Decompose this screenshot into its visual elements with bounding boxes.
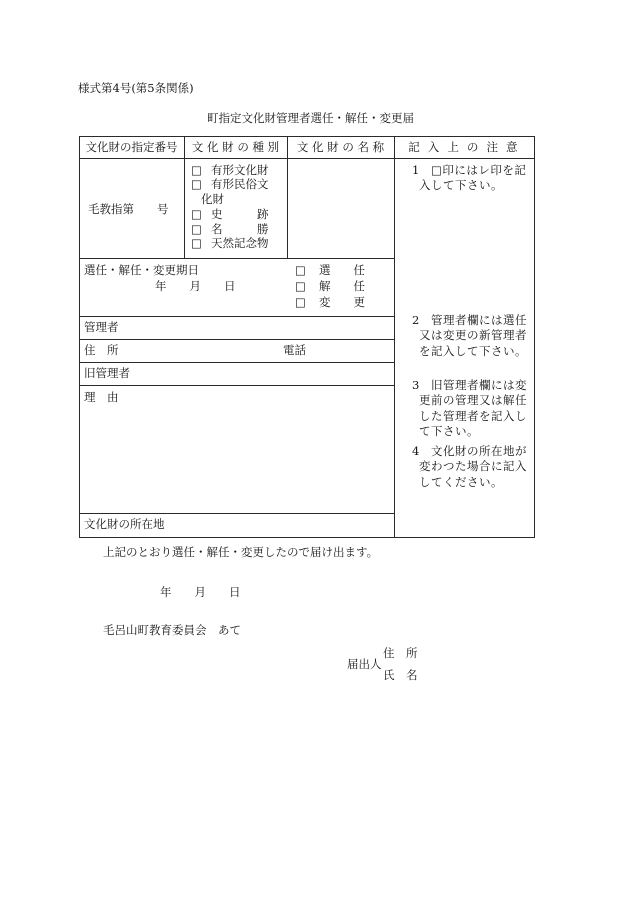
change-type-options	[295, 262, 365, 310]
header-notes: 記 入 上 の 注 意	[408, 139, 520, 154]
header-name: 文 化 財 の 名 称	[296, 139, 385, 154]
category-option-label-continuation: 化財	[201, 192, 224, 207]
table-rule	[79, 339, 395, 340]
change-type-option	[295, 262, 365, 278]
note-line: 又は変更の新管理者	[419, 328, 527, 342]
change-type-label: 解 任	[319, 279, 365, 293]
location-label: 文化財の所在地	[84, 516, 165, 531]
table-rule	[79, 362, 395, 363]
phone-label: 電話	[283, 342, 306, 357]
table-rule	[394, 136, 395, 538]
designation-number-value: 毛教指第 号	[88, 201, 169, 216]
applicant-name-label: 氏 名	[383, 667, 418, 682]
change-type-label: 変 更	[319, 295, 365, 309]
note-1	[412, 163, 526, 194]
note-number: 2	[412, 312, 420, 327]
note-line: した管理者を記入し	[419, 408, 527, 423]
category-option	[191, 207, 269, 222]
table-rule	[79, 158, 535, 159]
change-date-label: 選任・解任・変更期日	[84, 262, 199, 277]
category-option-label: 有形文化財	[211, 162, 269, 177]
note-line: 変わつた場合に記入	[419, 459, 527, 473]
checkbox-icon: □	[191, 177, 202, 192]
header-category: 文 化 財 の 種 別	[191, 139, 280, 154]
note-line: て下さい。	[419, 424, 479, 438]
table-rule	[79, 385, 395, 386]
category-option	[191, 222, 269, 237]
note-line: 管理者欄には選任	[431, 312, 527, 327]
note-line: 入して下さい。	[419, 178, 503, 192]
checkbox-icon: □	[191, 236, 202, 251]
category-option-label: 天然記念物	[211, 236, 269, 251]
declaration-text: 上記のとおり選任・解任・変更したので届け出ます。	[103, 544, 379, 559]
submission-date: 年 月 日	[160, 584, 241, 599]
change-type-label: 選 任	[319, 263, 365, 277]
note-line: 更前の管理又は解任	[419, 393, 527, 407]
change-type-option	[295, 294, 365, 310]
change-date-value: 年 月 日	[155, 278, 236, 293]
note-line: を記入して下さい。	[419, 343, 527, 358]
table-rule	[79, 316, 395, 317]
applicant-address-label: 住 所	[383, 645, 418, 660]
checkbox-icon: □	[295, 295, 306, 309]
checkbox-icon: □	[191, 162, 202, 177]
note-line: □印にはレ印を記	[431, 162, 527, 177]
addressee: 毛呂山町教育委員会 あて	[103, 622, 241, 637]
manager-label: 管理者	[84, 319, 119, 334]
note-line: してください。	[419, 474, 503, 489]
checkbox-icon: □	[191, 206, 202, 221]
address-label: 住 所	[84, 342, 119, 357]
note-4	[412, 444, 527, 491]
category-option	[191, 163, 269, 178]
previous-manager-label: 旧管理者	[84, 365, 130, 380]
category-option-label: 有形民俗文	[211, 177, 269, 192]
category-option-label: 名 勝	[211, 221, 269, 236]
checkbox-icon: □	[295, 279, 306, 293]
table-rule	[79, 258, 395, 259]
checkbox-icon: □	[191, 221, 202, 236]
form-title: 町指定文化財管理者選任・解任・変更届	[207, 110, 414, 125]
note-line: 旧管理者欄には変	[431, 377, 527, 392]
category-option-label: 史 跡	[211, 206, 269, 221]
change-type-option	[295, 278, 365, 294]
note-2	[412, 313, 527, 360]
note-number: 4	[412, 443, 420, 458]
category-option	[191, 236, 269, 251]
note-number: 1	[412, 162, 420, 177]
category-option	[191, 177, 269, 192]
table-rule	[79, 513, 395, 514]
applicant-label: 届出人	[347, 656, 382, 671]
header-designation-number: 文化財の指定番号	[85, 139, 178, 154]
note-3	[412, 378, 527, 440]
note-number: 3	[412, 377, 420, 392]
note-line: 文化財の所在地が	[431, 443, 527, 458]
form-number: 様式第4号(第5条関係)	[78, 80, 194, 95]
reason-label: 理 由	[84, 389, 119, 404]
checkbox-icon: □	[295, 263, 306, 277]
category-options	[191, 163, 269, 252]
